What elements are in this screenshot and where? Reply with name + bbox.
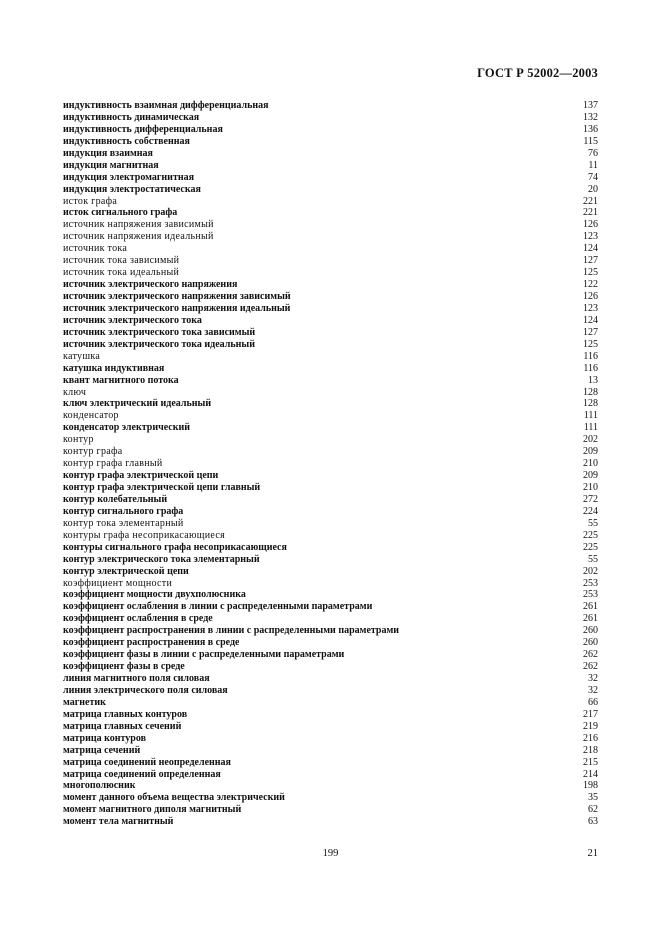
index-term: матрица соединений определенная xyxy=(63,768,221,780)
index-entry xyxy=(63,339,598,351)
index-page-ref: 210 xyxy=(583,482,598,493)
index-page-ref: 217 xyxy=(583,708,598,720)
index-entry xyxy=(63,351,598,363)
index-entry xyxy=(63,219,598,231)
index-term: контур тока элементарный xyxy=(63,517,184,529)
index-page-ref: 125 xyxy=(583,338,598,350)
index-term: контуры графа несоприкасающиеся xyxy=(63,529,225,541)
index-term: источник тока зависимый xyxy=(63,255,180,267)
index-entry xyxy=(63,291,598,303)
index-term: индукция электростатическая xyxy=(63,183,201,195)
index-entry xyxy=(63,470,598,482)
index-page-ref: 35 xyxy=(588,792,598,804)
index-page-ref: 209 xyxy=(583,446,598,458)
index-term: матрица сечений xyxy=(63,744,141,756)
index-term: момент тела магнитный xyxy=(63,816,174,828)
index-entry xyxy=(63,184,598,196)
index-page-ref: 122 xyxy=(583,279,598,291)
index-entry xyxy=(63,506,598,518)
index-page-ref: 111 xyxy=(583,422,598,434)
index-entry xyxy=(63,613,598,625)
index-page-ref: 224 xyxy=(583,505,598,517)
index-entry xyxy=(63,112,598,124)
index-entry xyxy=(63,196,598,208)
index-page-ref: 137 xyxy=(583,100,598,111)
index-entry xyxy=(63,434,598,446)
index-entry xyxy=(63,685,598,697)
index-page-ref: 66 xyxy=(588,696,598,708)
index-page-ref: 214 xyxy=(583,768,598,780)
index-term: матрица соединений неопределенная xyxy=(63,756,231,768)
index-term: конденсатор электрический xyxy=(63,422,191,434)
index-term: магнетик xyxy=(63,696,106,708)
index-entry xyxy=(63,255,598,267)
index-page-ref: 198 xyxy=(583,780,598,792)
index-page-ref: 128 xyxy=(583,398,598,410)
index-entry xyxy=(63,757,598,769)
index-page-ref: 253 xyxy=(583,577,598,589)
index-term: коэффициент ослабления в среде xyxy=(63,613,213,625)
document-id: ГОСТ Р 52002—2003 xyxy=(477,66,598,80)
index-term: контур графа электрической цепи xyxy=(63,470,219,482)
index-page-ref: 63 xyxy=(588,816,598,828)
index-term: коэффициент распространения в среде xyxy=(63,637,240,649)
sheet-number: 21 xyxy=(587,848,598,859)
index-term: квант магнитного потока xyxy=(63,374,179,386)
index-term: коэффициент ослабления в линии с распределенными параметрами xyxy=(63,601,373,613)
index-page-ref: 221 xyxy=(583,195,598,207)
index-entry xyxy=(63,589,598,601)
index-entry xyxy=(63,160,598,172)
index-page-ref: 13 xyxy=(588,374,598,386)
index-page-ref: 261 xyxy=(583,613,598,625)
index-term: ключ электрический идеальный xyxy=(63,398,212,410)
index-page-ref: 74 xyxy=(588,171,598,183)
index-term: источник электрического напряжения идеальный xyxy=(63,302,291,314)
index-term: контур сигнального графа xyxy=(63,505,184,517)
index-page-ref: 209 xyxy=(583,470,598,482)
index-entry xyxy=(63,816,598,828)
index-term: момент данного объема вещества электрический xyxy=(63,792,285,804)
index-term: источник напряжения зависимый xyxy=(63,219,214,231)
index-page-ref: 128 xyxy=(583,386,598,398)
index-page-ref: 253 xyxy=(583,589,598,601)
index-entry xyxy=(63,303,598,315)
index-entry xyxy=(63,780,598,792)
index-entry xyxy=(63,422,598,434)
index-term: конденсатор xyxy=(63,410,119,422)
index-term: индуктивность динамическая xyxy=(63,111,200,123)
index-term: исток графа xyxy=(63,195,118,207)
index-entry xyxy=(63,709,598,721)
index-term: индукция взаимная xyxy=(63,147,153,159)
index-term: коэффициент распространения в линии с распределенными параметрами xyxy=(63,625,400,637)
index-page-ref: 116 xyxy=(583,350,598,362)
index-entry xyxy=(63,398,598,410)
index-term: источник электрического напряжения xyxy=(63,279,238,291)
index-term: ключ xyxy=(63,386,87,398)
index-entry xyxy=(63,804,598,816)
index-term: индукция электромагнитная xyxy=(63,171,195,183)
index-entry xyxy=(63,661,598,673)
index-entry xyxy=(63,124,598,136)
index-page-ref: 215 xyxy=(583,756,598,768)
index-term: источник электрического тока зависимый xyxy=(63,326,256,338)
index-entry xyxy=(63,315,598,327)
index-term: источник электрического напряжения зависимый xyxy=(63,291,291,302)
index-term: линия электрического поля силовая xyxy=(63,684,228,696)
index-page-ref: 32 xyxy=(588,673,598,684)
index-entry xyxy=(63,518,598,530)
index-entry xyxy=(63,494,598,506)
index-entry xyxy=(63,769,598,781)
index-entry xyxy=(63,554,598,566)
index-page-ref: 132 xyxy=(583,111,598,123)
index-page-ref: 225 xyxy=(583,529,598,541)
page-number: 199 xyxy=(322,848,339,859)
index-term: источник электрического тока идеальный xyxy=(63,338,255,350)
index-entry xyxy=(63,566,598,578)
index-page-ref: 272 xyxy=(583,493,598,505)
index-entry xyxy=(63,792,598,804)
index-term: источник тока идеальный xyxy=(63,267,180,279)
index-page-ref: 123 xyxy=(583,231,598,243)
index-term: контуры сигнального графа несоприкасающиеся xyxy=(63,541,287,553)
index-page-ref: 127 xyxy=(583,326,598,338)
index-term: исток сигнального графа xyxy=(63,207,178,219)
index-page-ref: 210 xyxy=(583,458,598,470)
index-term: многополюсник xyxy=(63,780,136,792)
index-page-ref: 262 xyxy=(583,649,598,661)
index-page-ref: 260 xyxy=(583,625,598,637)
index-term: линия магнитного поля силовая xyxy=(63,673,210,684)
index-entry xyxy=(63,446,598,458)
index-entry xyxy=(63,697,598,709)
index-term: контур графа xyxy=(63,446,123,458)
index-page-ref: 221 xyxy=(583,207,598,219)
index-term: контур xyxy=(63,434,94,446)
index-page-ref: 55 xyxy=(588,517,598,529)
index-entry xyxy=(63,721,598,733)
index-entry xyxy=(63,100,598,112)
index-page-ref: 20 xyxy=(588,183,598,195)
index-page-ref: 262 xyxy=(583,661,598,673)
index-entry xyxy=(63,625,598,637)
index-entry xyxy=(63,375,598,387)
index-page-ref: 136 xyxy=(583,123,598,135)
index-page-ref: 202 xyxy=(583,434,598,446)
index-term: матрица контуров xyxy=(63,732,146,744)
index-term: контур колебательный xyxy=(63,493,168,505)
index-page-ref: 123 xyxy=(583,302,598,314)
index-page-ref: 225 xyxy=(583,541,598,553)
index-page-ref: 116 xyxy=(583,362,598,374)
index-page-ref: 216 xyxy=(583,732,598,744)
index-page-ref: 124 xyxy=(583,243,598,255)
index-entry xyxy=(63,231,598,243)
index-entry xyxy=(63,542,598,554)
index-term: коэффициент фазы в линии с распределенными параметрами xyxy=(63,649,345,661)
index-entry xyxy=(63,136,598,148)
index-entry xyxy=(63,458,598,470)
index-term: момент магнитного диполя магнитный xyxy=(63,804,242,816)
index-entry xyxy=(63,637,598,649)
index-page-ref: 127 xyxy=(583,255,598,267)
index-entry xyxy=(63,243,598,255)
index-term: индукция магнитная xyxy=(63,159,159,171)
index-page-ref: 260 xyxy=(583,637,598,649)
index-entry xyxy=(63,267,598,279)
index-entry xyxy=(63,363,598,375)
index-term: контур электрической цепи xyxy=(63,565,189,577)
index-term: коэффициент фазы в среде xyxy=(63,661,185,673)
index-term: индуктивность дифференциальная xyxy=(63,123,223,135)
index-term: контур графа главный xyxy=(63,458,163,470)
index-entry xyxy=(63,733,598,745)
index-page-ref: 126 xyxy=(583,291,598,302)
index-page-ref: 62 xyxy=(588,804,598,816)
index-page-ref: 76 xyxy=(588,147,598,159)
index-term: индуктивность собственная xyxy=(63,135,190,147)
index-entry xyxy=(63,387,598,399)
index-page-ref: 111 xyxy=(583,410,598,422)
index-term: катушка xyxy=(63,350,101,362)
index-page-ref: 125 xyxy=(583,267,598,279)
index-term: контур графа электрической цепи главный xyxy=(63,482,261,493)
index-page-ref: 55 xyxy=(588,553,598,565)
index-page-ref: 115 xyxy=(583,135,598,147)
index-entry xyxy=(63,745,598,757)
index-page-ref: 261 xyxy=(583,601,598,613)
index-entry xyxy=(63,482,598,494)
index-entry xyxy=(63,327,598,339)
index-entry xyxy=(63,148,598,160)
index-entry xyxy=(63,601,598,613)
index-entry xyxy=(63,410,598,422)
index-page-ref: 126 xyxy=(583,219,598,231)
index-term: источник напряжения идеальный xyxy=(63,231,214,243)
index-entry xyxy=(63,172,598,184)
term-index-list xyxy=(63,100,598,828)
index-term: катушка индуктивная xyxy=(63,362,165,374)
index-term: коэффициент мощности двухполюсника xyxy=(63,589,246,601)
index-entry xyxy=(63,279,598,291)
index-entry xyxy=(63,673,598,685)
index-term: источник тока xyxy=(63,243,128,255)
index-entry xyxy=(63,649,598,661)
index-term: индуктивность взаимная дифференциальная xyxy=(63,100,269,111)
index-page-ref: 219 xyxy=(583,720,598,732)
index-page-ref: 124 xyxy=(583,314,598,326)
index-page-ref: 11 xyxy=(588,159,598,171)
index-entry xyxy=(63,207,598,219)
index-term: контур электрического тока элементарный xyxy=(63,553,260,565)
index-term: источник электрического тока xyxy=(63,314,202,326)
index-entry xyxy=(63,530,598,542)
index-page-ref: 218 xyxy=(583,744,598,756)
index-page-ref: 202 xyxy=(583,565,598,577)
index-term: матрица главных контуров xyxy=(63,708,188,720)
index-term: матрица главных сечений xyxy=(63,720,182,732)
index-entry xyxy=(63,578,598,590)
index-page-ref: 32 xyxy=(588,684,598,696)
index-term: коэффициент мощности xyxy=(63,577,173,589)
